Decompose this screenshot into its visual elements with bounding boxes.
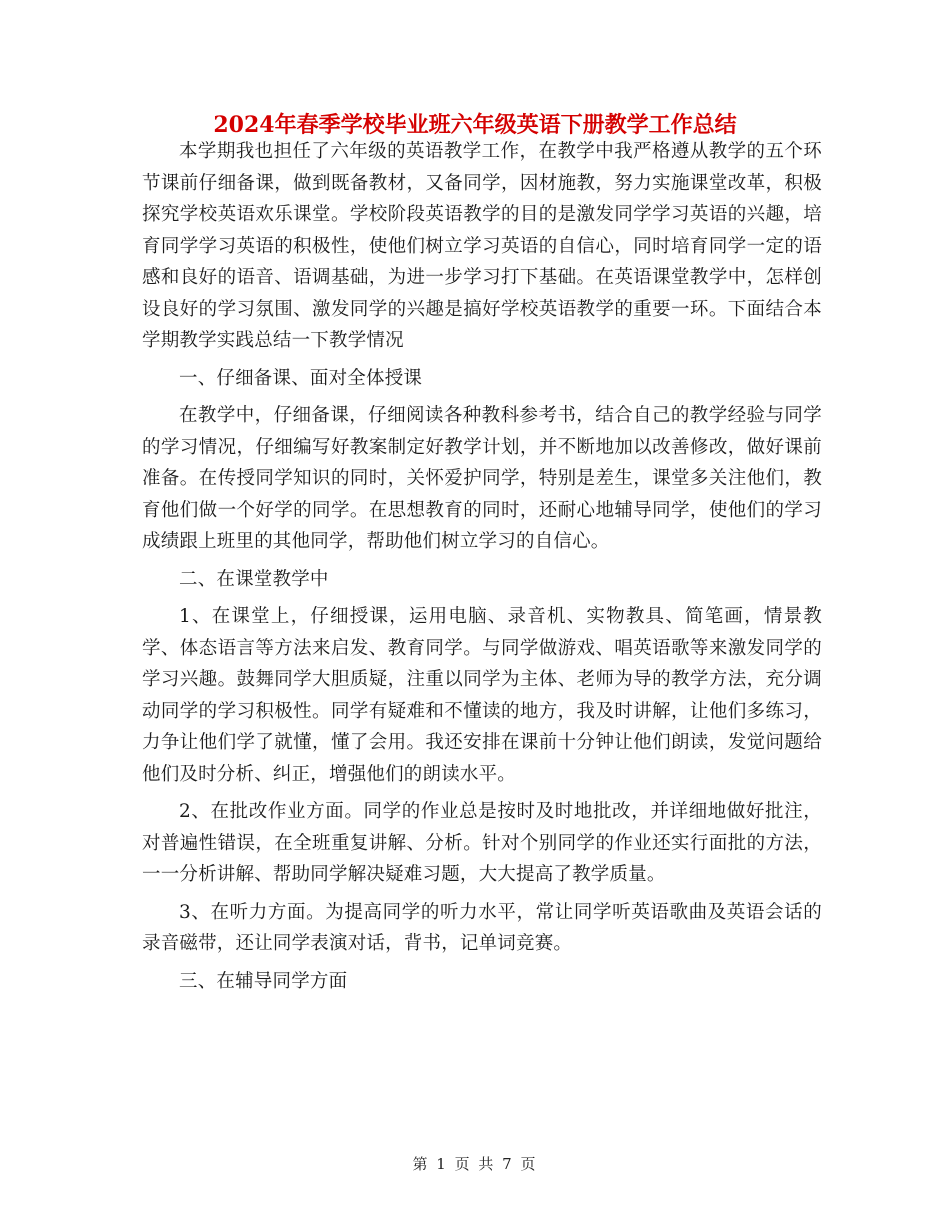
section-heading-3: 三、在辅导同学方面 [179,970,348,992]
section-heading-1: 一、仔细备课、面对全体授课 [179,367,423,389]
section-2-paragraph-2: 2、在批改作业方面。同学的作业总是按时及时地批改，并详细地做好批注，对普遍性错误，在全班重复讲解、分析。针对个别同学的作业还实行面批的方法，一一分析讲解、帮助同学解决疑难习题，大大提高了教学质量。 [142,801,822,885]
intro-paragraph: 本学期我也担任了六年级的英语教学工作，在教学中我严格遵从教学的五个环节课前仔细备课，做到既备教材，又备同学，因材施教，努力实施课堂改革，积极探究学校英语欢乐课堂。学校阶段英语教学的目的是激发同学学习英语的兴趣，培育同学学习英语的积极性，使他们树立学习英语的自信心，同时培育同学一定的语感和良好的语音、语调基础，为进一步学习打下基础。在英语课堂教学中，怎样创设良好的学习氛围、激发同学的兴趣是搞好学校英语教学的重要一环。下面结合本学期教学实践总结一下教学情况 [142,141,822,351]
section-2-paragraph-1: 1、在课堂上，仔细授课，运用电脑、录音机、实物教具、简笔画，情景教学、体态语言等方法来启发、教育同学。与同学做游戏、唱英语歌等来激发同学的学习兴趣。鼓舞同学大胆质疑，注重以同学为主体、老师为导的教学方法，充分调动同学的学习积极性。同学有疑难和不懂读的地方，我及时讲解，让他们多练习，力争让他们学了就懂，懂了会用。我还安排在课前十分钟让他们朗读，发觉问题给他们及时分析、纠正，增强他们的朗读水平。 [142,606,822,785]
section-1-paragraph: 在教学中，仔细备课，仔细阅读各种教科参考书，结合自己的教学经验与同学的学习情况，仔细编写好教案制定好教学计划，并不断地加以改善修改，做好课前准备。在传授同学知识的同时，关怀爱护同学，特别是差生，课堂多关注他们，教育他们做一个好学的同学。在思想教育的同时，还耐心地辅导同学，使他们的学习成绩跟上班里的其他同学，帮助他们树立学习的自信心。 [142,405,822,552]
section-heading-2: 二、在课堂教学中 [179,568,329,590]
document-title: 2024年春季学校毕业班六年级英语下册教学工作总结 [213,112,737,138]
document-body [142,136,822,997]
page-footer: 第 1 页 共 7 页 [412,1155,538,1173]
section-2-paragraph-3: 3、在听力方面。为提高同学的听力水平，常让同学听英语歌曲及英语会话的录音磁带，还让同学表演对话，背书，记单词竞赛。 [142,901,822,954]
